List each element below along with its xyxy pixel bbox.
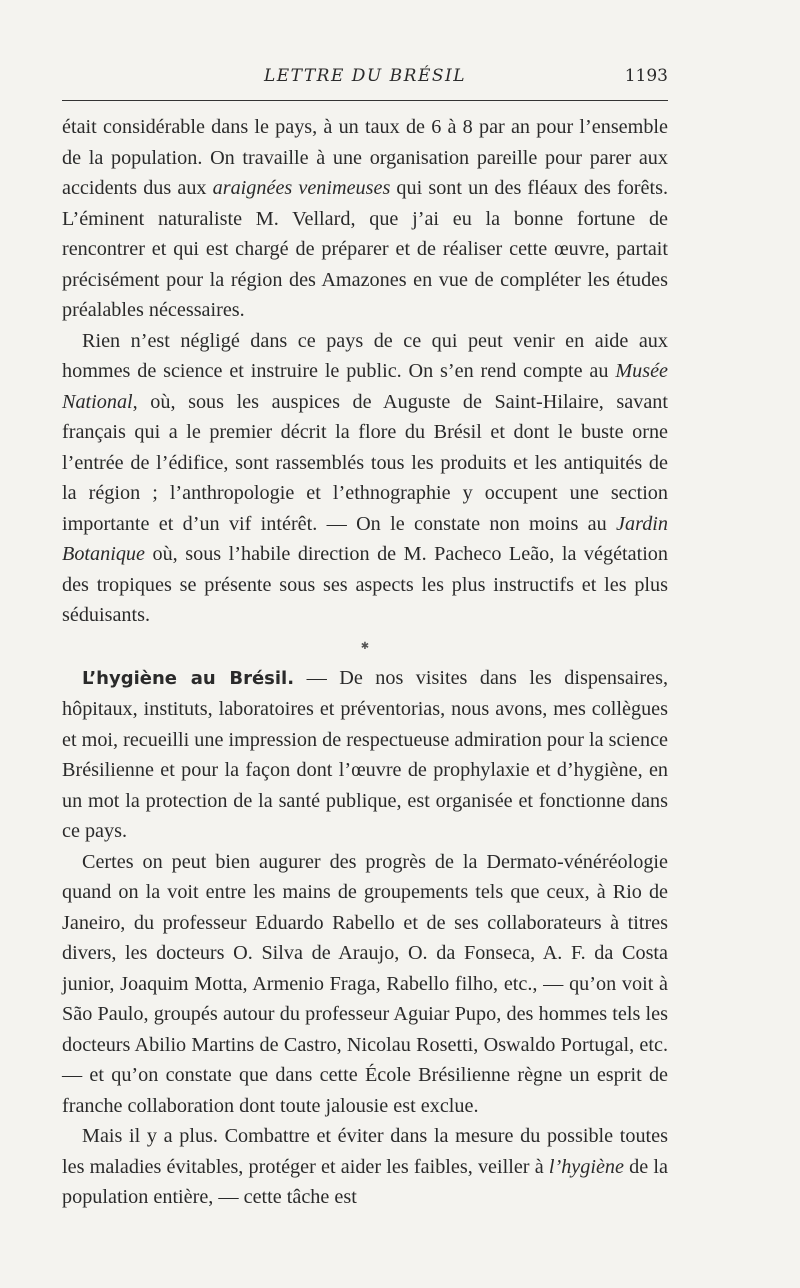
paragraph-text: de la population entière, — cette tâche est	[62, 1155, 668, 1208]
paragraph-text: qui sont un des fléaux des forêts. L’éminent naturaliste M. Vellard, que j’ai eu la bonne fortune de rencontrer et qui est chargé de préparer et de réaliser cette œuvre, partait précisément pour la région des Amazones en vue de compléter les études préalables nécessaires.	[62, 177, 669, 321]
emphasis-text: l’hygiène	[548, 1155, 624, 1178]
emphasis-text: Jardin Botanique	[62, 512, 668, 565]
paragraph-museum	[62, 326, 668, 631]
running-head	[62, 66, 668, 90]
body-text	[62, 112, 668, 1213]
paragraph-text: — De nos visites dans les dispensaires, hôpitaux, instituts, laboratoires et préventorias, nous avons, mes collègues et moi, recueilli une impression de respectueuse admiration pour la science Brésilienne et pour la façon dont l’œuvre de prophylaxie et d’hygiène, en un mot la protection de la santé publique, est organisée et fonctionne dans ce pays.	[62, 666, 668, 842]
paragraph-text: était considérable dans le pays, à un taux de 6 à 8 par an pour l’ensemble de la population. On travaille à une organisation pareille pour parer aux accidents dus aux	[62, 116, 668, 199]
emphasis-text: Musée National	[62, 360, 668, 413]
paragraph-text: , où, sous les auspices de Auguste de Saint-Hilaire, savant français qui a le premier décrit la flore du Brésil et dont le buste orne l’entrée de l’édifice, sont rassemblés tous les produits et les antiquités de la région ; l’anthropologie et l’ethnographie y occupent une section importante et d’un vif intérêt. — On le constate non moins au	[62, 390, 668, 535]
paragraph-prevention	[62, 1121, 668, 1213]
section-ornament: ✱	[360, 640, 370, 652]
page-number: 1193	[624, 66, 668, 86]
header-rule	[62, 100, 668, 101]
emphasis-text: araignées venimeuses	[212, 177, 391, 199]
paragraph-text: Rien n’est négligé dans ce pays de ce qui peut venir en aide aux hommes de science et instruire le public. On s’en rend compte au	[62, 329, 668, 382]
paragraph-arachnids	[62, 112, 668, 326]
running-title: LETTRE DU BRÉSIL	[263, 66, 467, 86]
paragraph-dermatology: Certes on peut bien augurer des progrès de la Dermato-vénéréologie quand on la voit entre les mains de groupements tels que ceux, à Rio de Janeiro, du professeur Eduardo Rabello et de ses collaborateurs à titres divers, les docteurs O. Silva de Araujo, O. da Fonseca, A. F. da Costa junior, Joaquim Motta, Armenio Fraga, Rabello filho, etc., — qu’on voit à São Paulo, groupés autour du professeur Aguiar Pupo, des hommes tels les docteurs Abilio Martins de Castro, Nicolau Rosetti, Oswaldo Portugal, etc. — et qu’on constate que dans cette École Brésilienne règne un esprit de franche collaboration dont toute jalousie est exclue.	[62, 850, 668, 1117]
paragraph-text: où, sous l’habile direction de M. Pacheco Leão, la végétation des tropiques se présente sous ses aspects les plus instructifs et les plus séduisants.	[62, 543, 668, 626]
paragraph-hygiene	[62, 663, 668, 847]
section-heading: L’hygiène au Brésil.	[82, 667, 295, 689]
paragraph-text: Mais il y a plus. Combattre et éviter dans la mesure du possible toutes les maladies évitables, protéger et aider les faibles, veiller à	[62, 1125, 668, 1178]
